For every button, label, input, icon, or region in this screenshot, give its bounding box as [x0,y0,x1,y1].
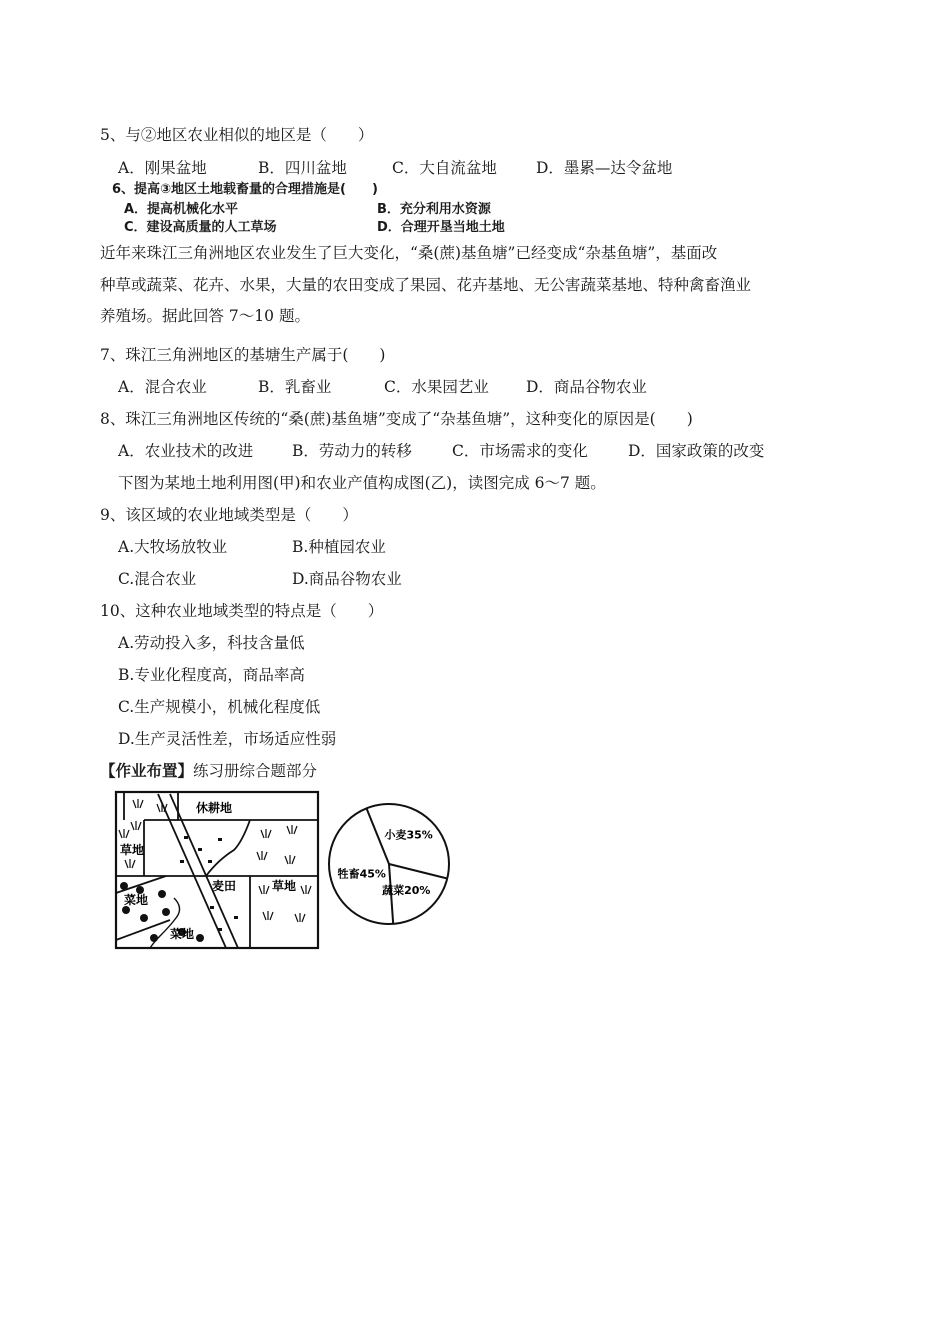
q6-options-row2 [124,220,505,236]
map-label-veg-bottom: 菜地 [170,927,195,941]
output-pie-chart [326,788,452,958]
q6-option-d: D．合理开垦当地土地 [377,220,505,235]
homework-tag: 【作业布置】 [100,762,194,780]
q9-option-c: C.混合农业 [118,570,197,588]
q5-option-d: D．墨累—达令盆地 [536,159,673,177]
q10-option-a: A.劳动投入多，科技含量低 [118,634,305,652]
q9-option-d: D.商品谷物农业 [292,570,402,588]
homework [100,761,317,781]
q8-option-a: A．农业技术的改进 [118,442,254,460]
passage-line-2: 种草或蔬菜、花卉、水果，大量的农田变成了果园、花卉基地、无公害蔬菜基地、特种禽畜渔业 [100,276,752,294]
q5-option-c: C．大自流盆地 [392,159,497,177]
figure-intro: 下图为某地土地利用图(甲)和农业产值构成图(乙)，读图完成 6～7 题。 [118,474,606,492]
q9-option-b: B.种植园农业 [292,538,386,556]
q7-stem: 7、珠江三角洲地区的基塘生产属于( ) [100,346,386,364]
q6-stem: 6、提高③地区土地载畜量的合理措施是( ) [112,182,378,197]
q9-stem: 9、该区域的农业地域类型是（ ） [100,506,358,524]
q6-option-a: A．提高机械化水平 [124,202,239,217]
q6-option-c: C．建设高质量的人工草场 [124,220,277,235]
q10-stem: 10、这种农业地域类型的特点是（ ） [100,602,384,620]
map-label-veg-left: 菜地 [124,893,149,907]
map-label-wheat: 麦田 [212,879,237,893]
pie-label-小麦: 小麦35% [384,828,433,842]
q8-options [118,441,764,461]
map-boundaries [116,792,318,948]
q5-option-a: A．刚果盆地 [118,159,207,177]
q5-options [118,158,672,178]
pie-label-蔬菜: 蔬菜20% [382,883,431,897]
land-use-map [114,790,320,950]
passage-line-1: 近年来珠江三角洲地区农业发生了巨大变化，“桑(蔗)基鱼塘”已经变成“杂基鱼塘”，基面改 [100,244,718,262]
q8-option-b: B．劳动力的转移 [292,442,412,460]
map-frame [116,792,318,948]
q9-option-a: A.大牧场放牧业 [118,538,228,556]
map-label-fallow: 休耕地 [196,801,233,815]
q5-stem: 5、与②地区农业相似的地区是（ ） [100,126,374,144]
q7-option-d: D．商品谷物农业 [526,378,647,396]
q10-option-c: C.生产规模小，机械化程度低 [118,698,321,716]
q8-stem: 8、珠江三角洲地区传统的“桑(蔗)基鱼塘”变成了“杂基鱼塘”，这种变化的原因是( ) [100,410,693,428]
homework-text: 练习册综合题部分 [193,762,318,780]
q9-options-row1 [118,537,386,557]
q6-option-b: B．充分利用水资源 [377,202,491,217]
q5-option-b: B．四川盆地 [258,159,347,177]
map-label-grass-right: 草地 [272,879,297,893]
q7-options [118,377,647,397]
q7-option-b: B．乳畜业 [258,378,332,396]
q8-option-c: C．市场需求的变化 [452,442,588,460]
q7-option-a: A．混合农业 [118,378,207,396]
q10-option-b: B.专业化程度高，商品率高 [118,666,305,684]
passage-line-3: 养殖场。据此回答 7～10 题。 [100,307,310,325]
q10-option-d: D.生产灵活性差，市场适应性弱 [118,730,337,748]
q8-option-d: D．国家政策的改变 [628,442,765,460]
q7-option-c: C．水果园艺业 [384,378,489,396]
pie-label-牲畜: 牲畜45% [337,867,386,881]
q6-options-row1 [124,202,491,218]
q9-options-row2 [118,569,402,589]
map-label-grass-left: 草地 [120,843,145,857]
